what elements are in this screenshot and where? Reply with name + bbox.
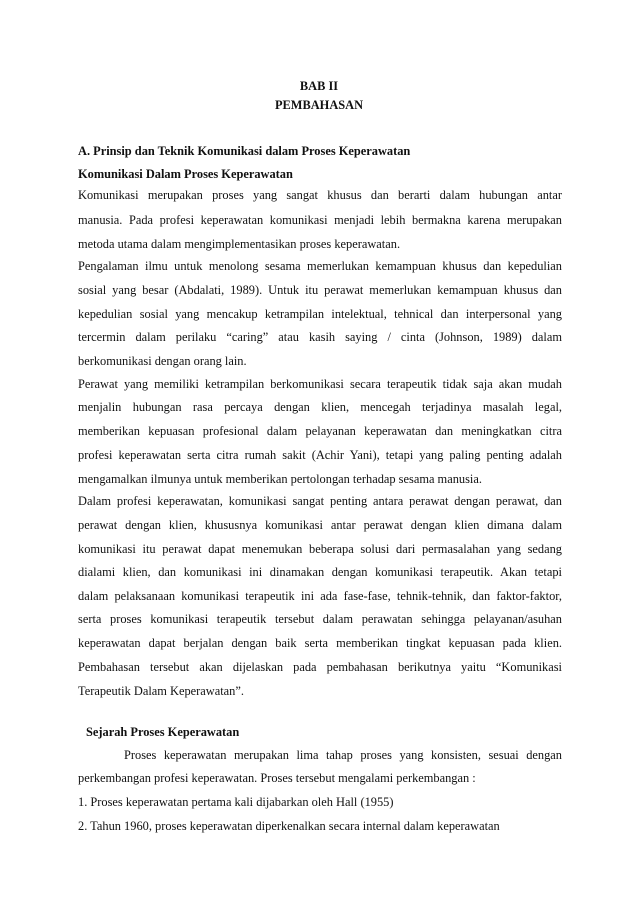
paragraph-line: manusia. Pada profesi keperawatan komunikasi menjadi lebih bermakna karena merupakan [78, 213, 562, 227]
paragraph-line: serta proses komunikasi terapeutik tersebut dalam perawatan sehingga pelayanan/asuhan [78, 612, 562, 626]
paragraph-line: berkomunikasi dengan orang lain. [78, 354, 247, 368]
chapter-label: BAB II [299, 79, 339, 93]
paragraph-line: dalam pelaksanaan komunikasi terapeutik ini ada fase-fase, tehnik-tehnik, dan faktor-faktor, [78, 589, 562, 603]
paragraph-line: Komunikasi merupakan proses yang sangat khusus dan berarti dalam hubungan antar [78, 188, 562, 202]
paragraph-line: tercermin dalam perilaku “caring” atau kasih saying / cinta (Johnson, 1989) dalam [78, 330, 562, 344]
subsection-heading: Komunikasi Dalam Proses Keperawatan [78, 167, 293, 181]
paragraph-line: Terapeutik Dalam Keperawatan”. [78, 684, 244, 698]
section-heading-sejarah: Sejarah Proses Keperawatan [86, 725, 240, 739]
paragraph-line: dialami klien, dan komunikasi ini dinamakan dengan komunikasi terapeutik. Akan tetapi [78, 565, 562, 579]
paragraph-line: perawat dengan klien, khususnya komunikasi antar perawat dengan klien dimana dalam [78, 518, 562, 532]
paragraph-line: Dalam profesi keperawatan, komunikasi sangat penting antara perawat dengan perawat, dan [78, 494, 562, 508]
chapter-title: PEMBAHASAN [274, 98, 364, 112]
paragraph-line: Perawat yang memiliki ketrampilan berkomunikasi secara terapeutik tidak saja akan mudah [78, 377, 562, 391]
section-heading: A. Prinsip dan Teknik Komunikasi dalam Proses Keperawatan [78, 144, 411, 158]
paragraph-line: komunikasi itu perawat dapat menemukan beberapa solusi dari permasalahan yang sedang [78, 542, 562, 556]
paragraph-line: memberikan kepuasan profesional dalam pelayanan keperawatan dan meningkatkan citra [78, 424, 562, 438]
paragraph-line: sosial yang besar (Abdalati, 1989). Untuk itu perawat memerlukan kemampuan khusus dan [78, 283, 562, 297]
paragraph-line: metoda utama dalam mengimplementasikan proses keperawatan. [78, 237, 401, 251]
paragraph-line: perkembangan profesi keperawatan. Proses tersebut mengalami perkembangan : [78, 771, 476, 785]
list-item: 2. Tahun 1960, proses keperawatan diperkenalkan secara internal dalam keperawatan [78, 819, 500, 833]
paragraph-line: Proses keperawatan merupakan lima tahap proses yang konsisten, sesuai dengan [124, 748, 562, 762]
paragraph-line: mengamalkan ilmunya untuk memberikan pertolongan terhadap sesama manusia. [78, 472, 482, 486]
paragraph-line: keperawatan dapat berjalan dengan baik serta memberikan tingkat kepuasan pada klien. [78, 636, 562, 650]
paragraph-line: Pengalaman ilmu untuk menolong sesama memerlukan kemampuan khusus dan kepedulian [78, 259, 562, 273]
paragraph-line: profesi keperawatan serta citra rumah sakit (Achir Yani), tetapi yang paling penting adalah [78, 448, 562, 462]
paragraph-line: kepedulian sosial yang mencakup ketrampilan intelektual, tehnical dan interpersonal yang [78, 307, 562, 321]
list-item: 1. Proses keperawatan pertama kali dijabarkan oleh Hall (1955) [78, 795, 394, 809]
paragraph-line: Pembahasan tersebut akan dijelaskan pada pembahasan berikutnya yaitu “Komunikasi [78, 660, 562, 674]
paragraph-line: menjalin hubungan rasa percaya dengan klien, mencegah terjadinya masalah legal, [78, 400, 562, 414]
